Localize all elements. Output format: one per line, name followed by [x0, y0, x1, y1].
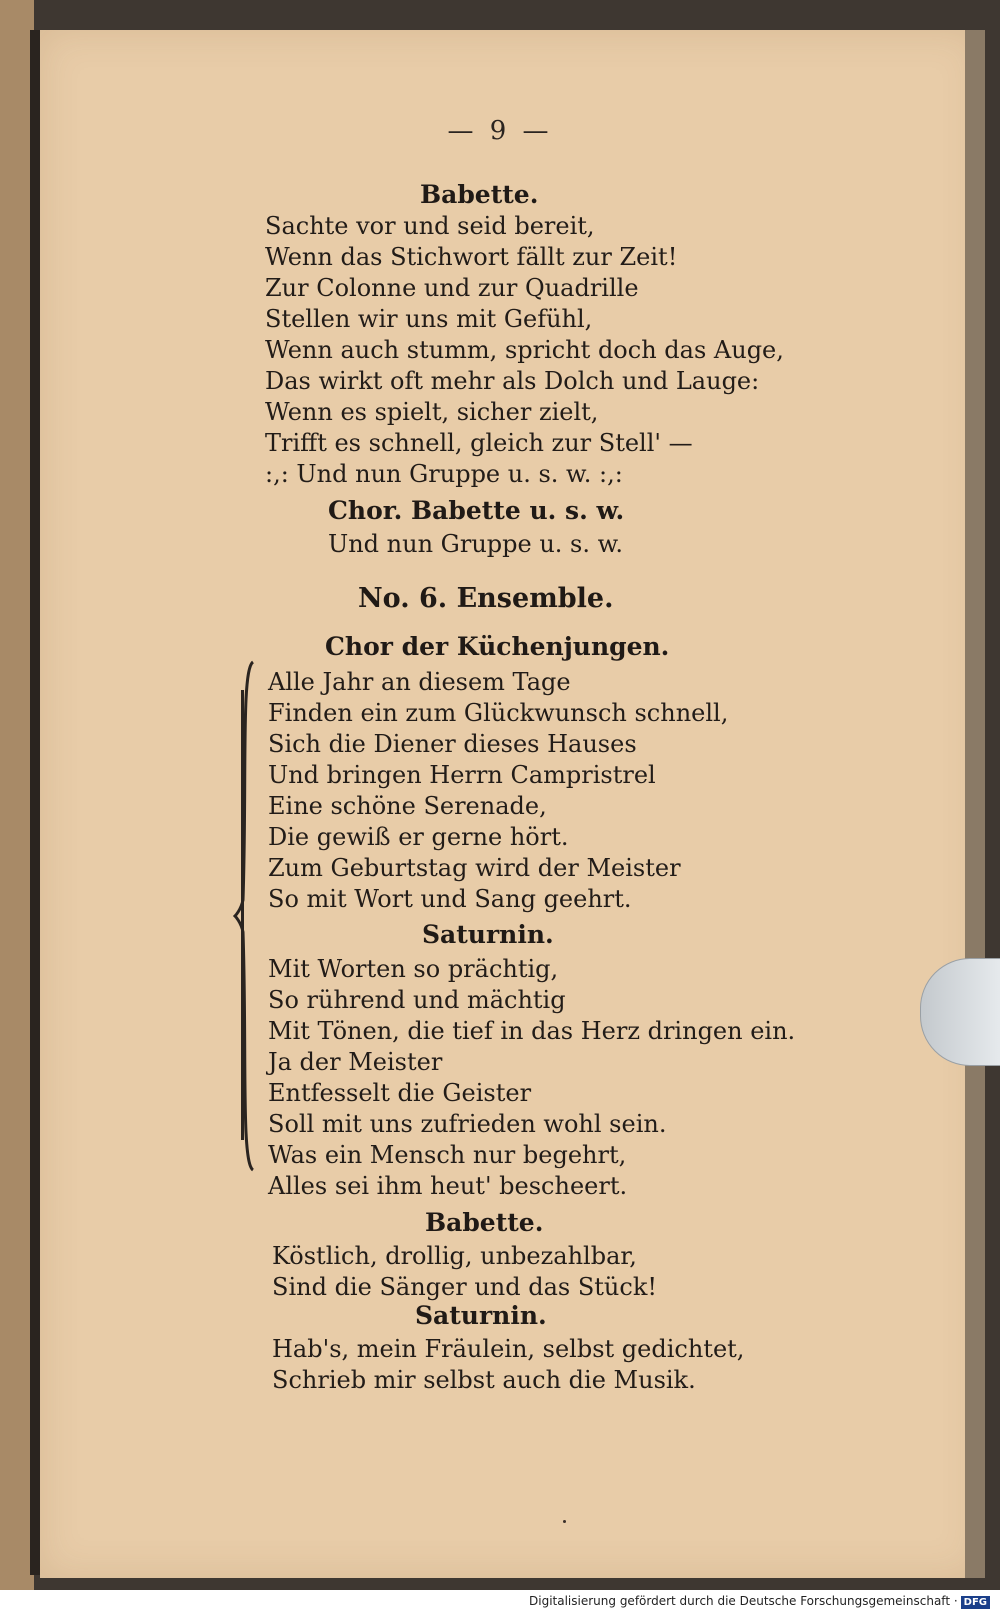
verse-line: Köstlich, drollig, unbezahlbar, — [272, 1242, 637, 1270]
speaker-heading: Babette. — [420, 180, 539, 209]
verse-line: Alle Jahr an diesem Tage — [268, 668, 571, 696]
speaker-heading: Babette. — [425, 1208, 544, 1237]
verse-line: Und bringen Herrn Campristrel — [268, 761, 656, 789]
verse-line: Finden ein zum Glückwunsch schnell, — [268, 699, 729, 727]
speaker-heading: Saturnin. — [422, 920, 554, 949]
verse-line: Wenn das Stichwort fällt zur Zeit! — [265, 243, 678, 271]
number-heading: No. 6. Ensemble. — [358, 583, 614, 614]
verse-line: Sind die Sänger und das Stück! — [272, 1273, 658, 1301]
verse-line: Sachte vor und seid bereit, — [265, 212, 595, 240]
page-number: — 9 — — [447, 116, 553, 146]
dfg-logo: DFG — [961, 1596, 990, 1609]
verse-line: Eine schöne Serenade, — [268, 792, 547, 820]
verse-line: Entfesselt die Geister — [268, 1079, 532, 1107]
verse-line: Soll mit uns zufrieden wohl sein. — [268, 1110, 667, 1138]
verse-line: Mit Worten so prächtig, — [268, 955, 559, 983]
verse-line: Was ein Mensch nur begehrt, — [268, 1141, 627, 1169]
verse-line: Alles sei ihm heut' bescheert. — [268, 1172, 628, 1200]
speaker-heading: Saturnin. — [415, 1301, 547, 1330]
verse-line: Das wirkt oft mehr als Dolch und Lauge: — [265, 367, 760, 395]
book-spine-shadow — [30, 30, 40, 1575]
verse-line: Ja der Meister — [268, 1048, 443, 1076]
verse-line: Zum Geburtstag wird der Meister — [268, 854, 681, 882]
speaker-heading: Chor der Küchenjungen. — [325, 632, 670, 661]
left-page-edge — [0, 0, 34, 1590]
verse-line: Wenn auch stumm, spricht doch das Auge, — [265, 336, 784, 364]
verse-line: Hab's, mein Fräulein, selbst gedichtet, — [272, 1335, 745, 1363]
ink-speck — [563, 1520, 566, 1523]
verse-line: Zur Colonne und zur Quadrille — [265, 274, 639, 302]
footer-text: Digitalisierung gefördert durch die Deutsche Forschungsgemeinschaft · — [529, 1594, 958, 1608]
footer-credit — [529, 1594, 990, 1609]
verse-line: Sich die Diener dieses Hauses — [268, 730, 637, 758]
speaker-heading: Chor. Babette u. s. w. — [328, 496, 625, 525]
verse-line: Trifft es schnell, gleich zur Stell' — — [265, 429, 693, 457]
curly-brace-icon — [233, 660, 257, 1172]
verse-line: Stellen wir uns mit Gefühl, — [265, 305, 593, 333]
verse-line: Mit Tönen, die tief in das Herz dringen ein. — [268, 1017, 796, 1045]
verse-line: So rührend und mächtig — [268, 986, 566, 1014]
verse-line: Und nun Gruppe u. s. w. — [328, 530, 623, 558]
verse-line: :,: Und nun Gruppe u. s. w. :,: — [265, 460, 623, 488]
verse-line: Wenn es spielt, sicher zielt, — [265, 398, 599, 426]
right-page-edge — [965, 30, 985, 1578]
verse-line: Die gewiß er gerne hört. — [268, 823, 569, 851]
verse-line: So mit Wort und Sang geehrt. — [268, 885, 632, 913]
verse-line: Schrieb mir selbst auch die Musik. — [272, 1366, 696, 1394]
